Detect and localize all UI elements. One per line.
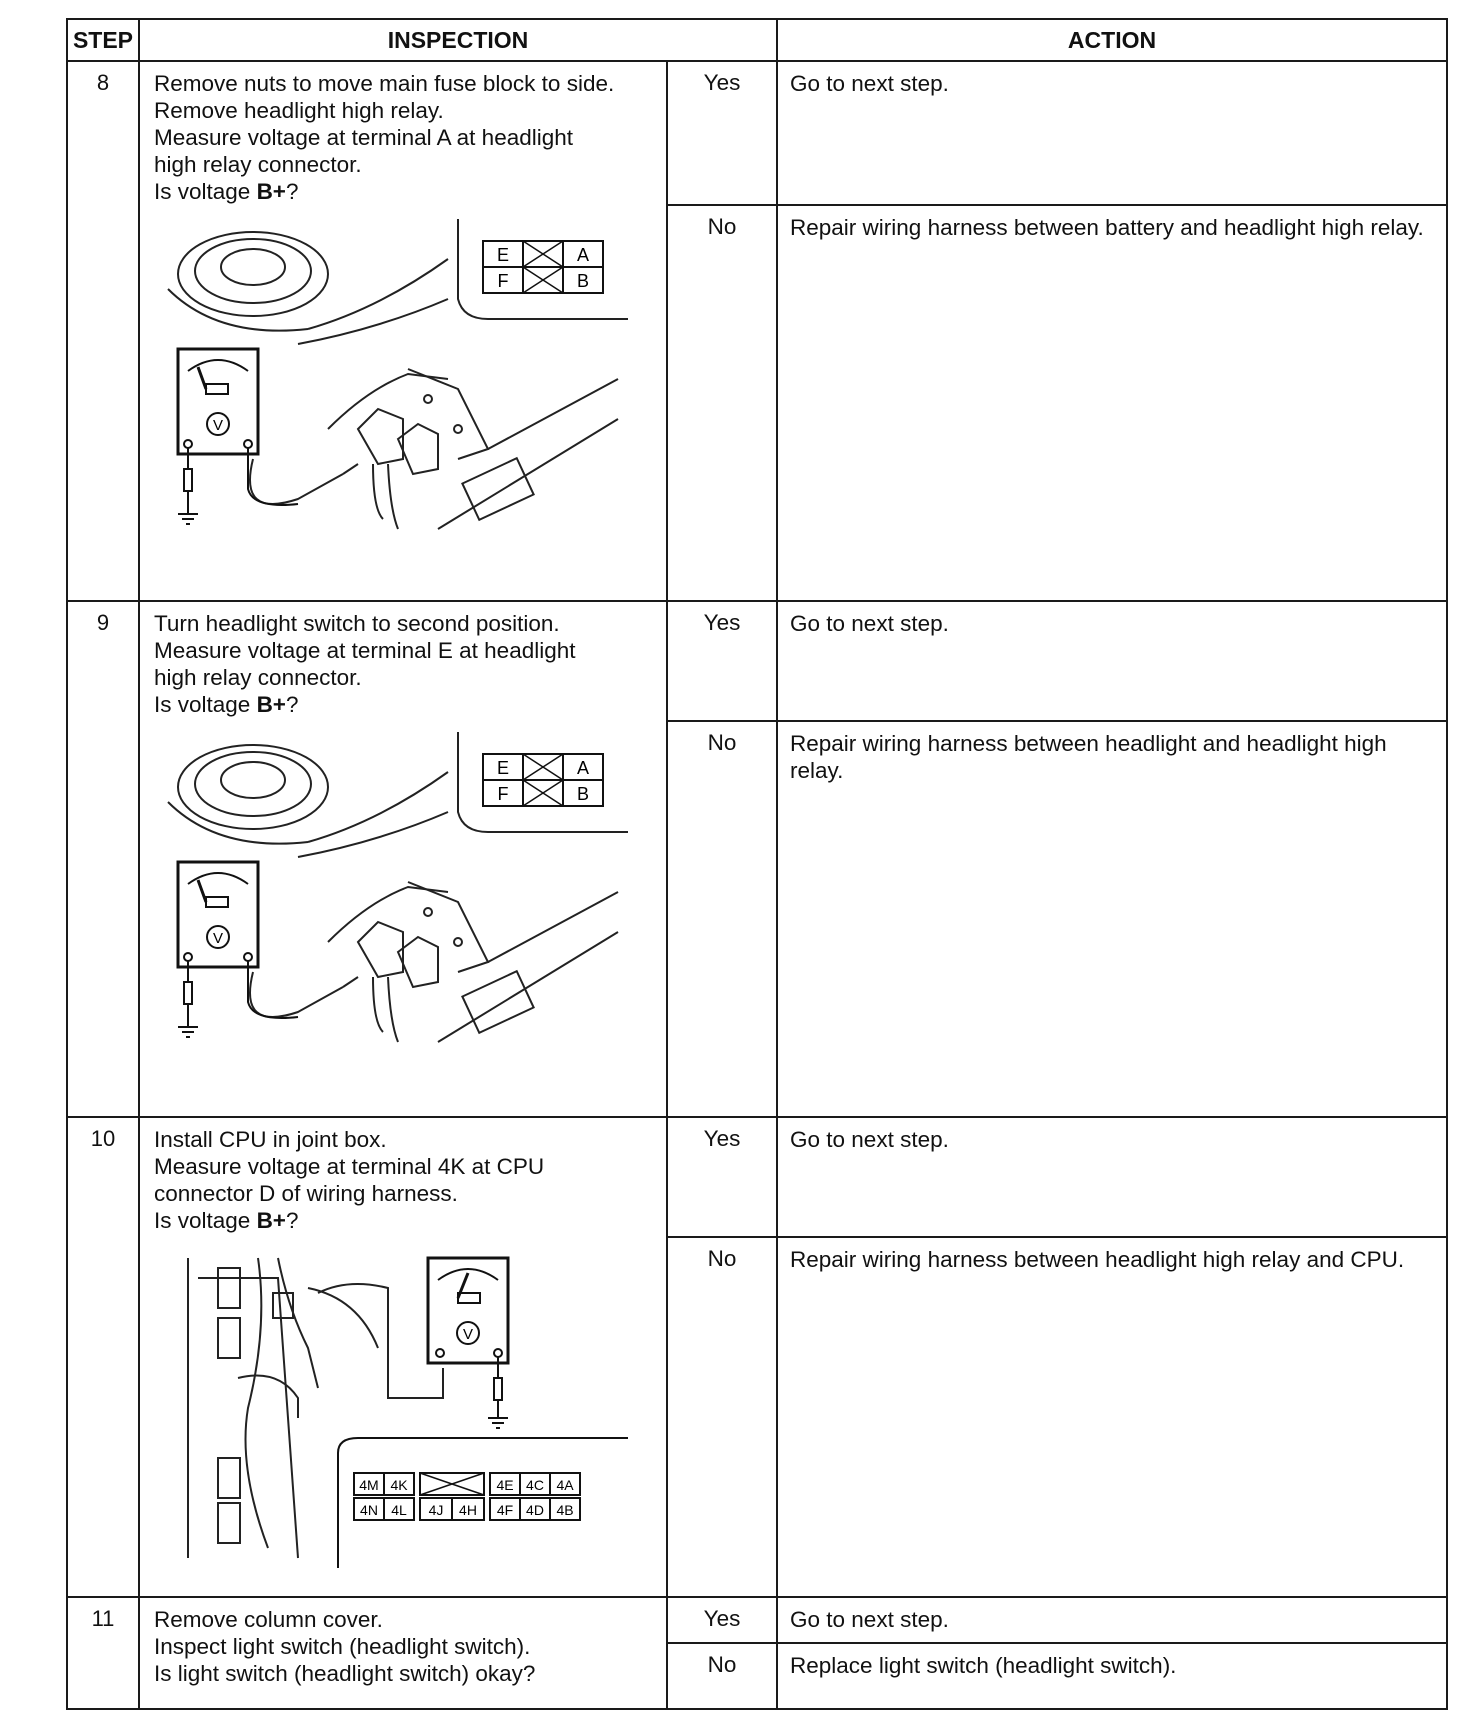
terminal-e-label: E <box>496 758 510 778</box>
step-number: 9 <box>67 601 139 1117</box>
svg-text:V: V <box>212 930 224 947</box>
relay-fuse-block-illustration <box>158 219 638 549</box>
terminal-a-label: A <box>576 758 590 778</box>
header-row <box>67 19 1447 61</box>
no-action: Repair wiring harness between headlight and headlight high relay. <box>777 721 1447 1117</box>
yes-label: Yes <box>667 61 777 205</box>
cpu-connector-diagram <box>354 1473 580 1520</box>
inspection-cell <box>139 1597 667 1709</box>
voltmeter-icon <box>178 862 298 1037</box>
yes-action: Go to next step. <box>777 1597 1447 1643</box>
header-inspection: INSPECTION <box>139 19 777 61</box>
yes-label: Yes <box>667 1117 777 1237</box>
no-action: Replace light switch (headlight switch). <box>777 1643 1447 1709</box>
no-label: No <box>667 1237 777 1597</box>
inspection-table <box>66 18 1448 1710</box>
no-label: No <box>667 205 777 601</box>
svg-text:4J: 4J <box>428 1502 444 1518</box>
no-label: No <box>667 1643 777 1709</box>
svg-text:4B: 4B <box>556 1502 574 1518</box>
no-action: Repair wiring harness between headlight high relay and CPU. <box>777 1237 1447 1597</box>
step-9-yes-row <box>67 601 1447 721</box>
terminal-f-label: F <box>497 271 509 291</box>
inspection-text: Install CPU in joint box. Measure voltage at terminal 4K at CPU connector D of wiring harness. Is voltage B+? <box>154 1127 545 1233</box>
inspection-text: Turn headlight switch to second position. Measure voltage at terminal E at headlight high relay connector. Is voltage B+? <box>154 611 576 717</box>
connector-diagram <box>483 754 603 806</box>
terminal-f-label: F <box>497 784 509 804</box>
svg-text:4A: 4A <box>556 1477 574 1493</box>
inspection-table-sheet <box>66 18 1446 1701</box>
svg-text:V: V <box>212 417 224 434</box>
connector-diagram <box>483 241 603 293</box>
header-step: STEP <box>67 19 139 61</box>
yes-action: Go to next step. <box>777 1117 1447 1237</box>
no-label: No <box>667 721 777 1117</box>
inspection-cell <box>139 601 667 1117</box>
step-8-yes-row <box>67 61 1447 205</box>
terminal-a-label: A <box>576 245 590 265</box>
svg-text:4F: 4F <box>496 1502 514 1518</box>
svg-text:V: V <box>462 1326 474 1343</box>
terminal-b-label: B <box>576 784 590 804</box>
relay-fuse-block-illustration <box>158 732 638 1062</box>
inspection-text: Remove column cover. Inspect light switch (headlight switch). Is light switch (headlight switch) okay? <box>154 1607 536 1686</box>
inspection-text: Remove nuts to move main fuse block to side. Remove headlight high relay. Measure voltage at terminal A at headlight high relay connector. Is voltage B+? <box>154 71 615 204</box>
yes-label: Yes <box>667 601 777 721</box>
inspection-cell <box>139 1117 667 1597</box>
yes-action: Go to next step. <box>777 601 1447 721</box>
svg-text:4K: 4K <box>390 1477 408 1493</box>
svg-text:4N: 4N <box>360 1502 378 1518</box>
voltmeter-icon <box>428 1258 508 1428</box>
svg-text:4M: 4M <box>359 1477 379 1493</box>
yes-action: Go to next step. <box>777 61 1447 205</box>
step-number: 11 <box>67 1597 139 1709</box>
svg-text:4H: 4H <box>459 1502 477 1518</box>
voltmeter-icon <box>178 349 298 524</box>
header-action: ACTION <box>777 19 1447 61</box>
terminal-b-label: B <box>576 271 590 291</box>
yes-label: Yes <box>667 1597 777 1643</box>
terminal-e-label: E <box>496 245 510 265</box>
svg-text:4C: 4C <box>526 1477 544 1493</box>
svg-text:4D: 4D <box>526 1502 544 1518</box>
step-10-yes-row <box>67 1117 1447 1237</box>
svg-text:4E: 4E <box>496 1477 514 1493</box>
step-number: 10 <box>67 1117 139 1597</box>
joint-box-cpu-illustration <box>158 1248 638 1568</box>
inspection-cell <box>139 61 667 601</box>
step-11-yes-row <box>67 1597 1447 1643</box>
no-action: Repair wiring harness between battery and headlight high relay. <box>777 205 1447 601</box>
svg-text:4L: 4L <box>391 1502 407 1518</box>
step-number: 8 <box>67 61 139 601</box>
